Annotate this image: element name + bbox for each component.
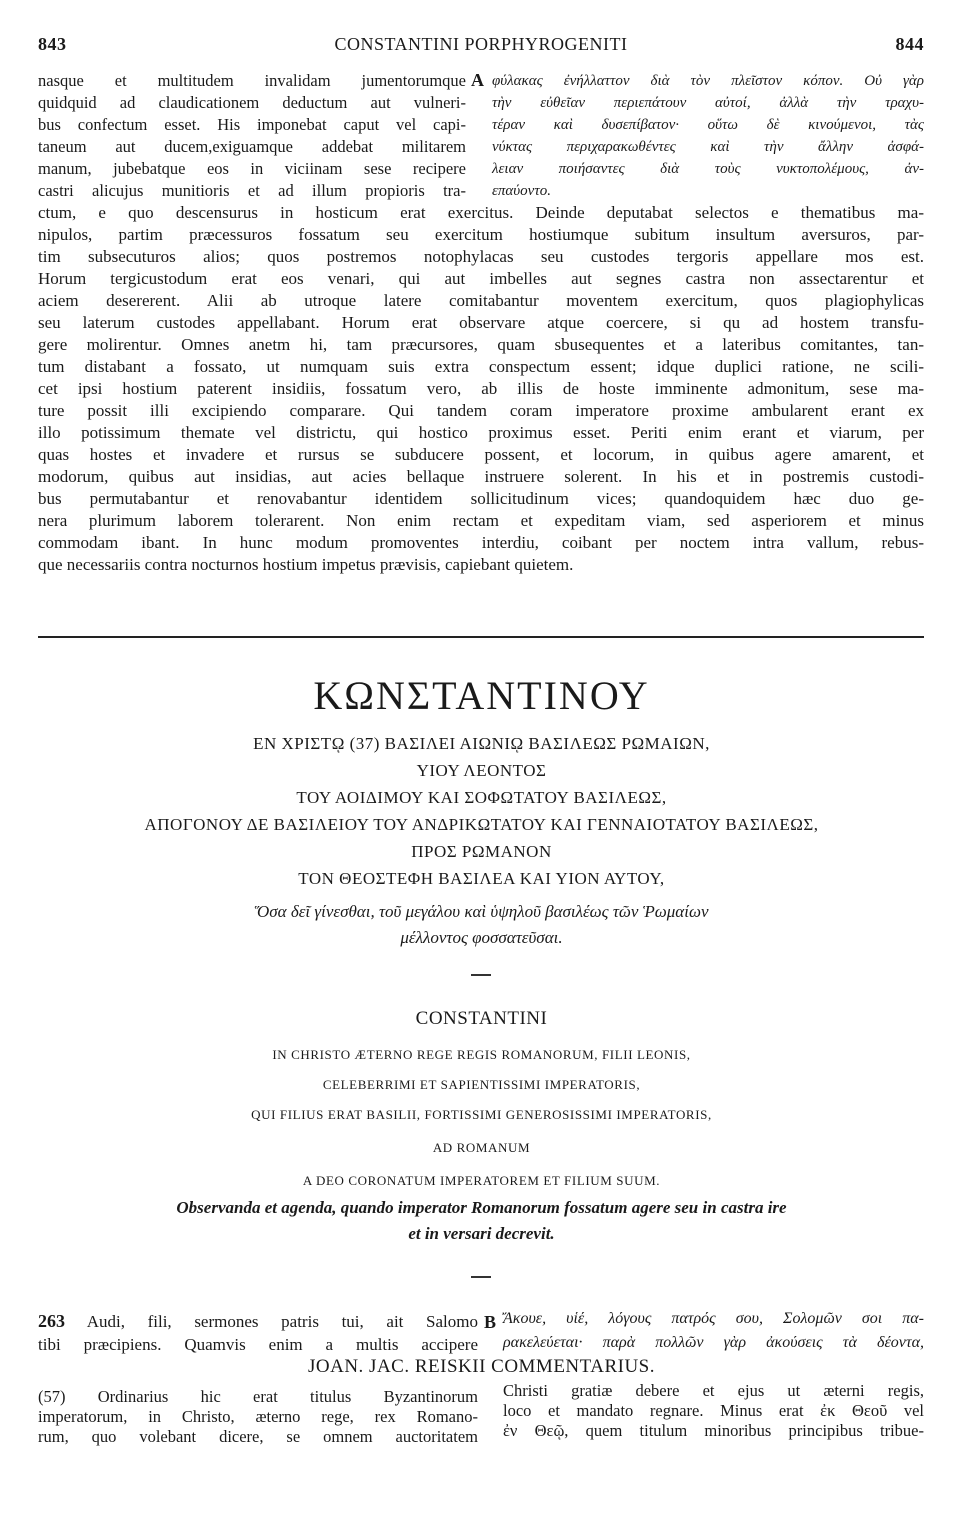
text-line: φύλακας ἐνήλλαττον διὰ τὸν πλεῖστον κόπον. Οὐ γὰρ — [492, 73, 924, 89]
text-line: tibi præcipiens. Quamvis enim a multis accipere — [38, 1335, 478, 1354]
text-line: gere molirentur. Omnes anetm hi, tam præcursores, quam sbusequentes et a lateribus comitantes, tan- — [38, 335, 924, 354]
greek-title: ΚΩΝΣΤΑΝΤΙΝΟΥ — [313, 673, 650, 718]
text-span: Audi, fili, sermones patris tui, ait Salomo — [86, 1312, 478, 1331]
text-line: quidquid ad claudicationem deductum aut vulneri- — [38, 93, 466, 112]
text-line: τὴν εὐθεῖαν περιεπάτουν αὐτοί, ἀλλὰ τὴν τραχυ- — [492, 95, 924, 111]
text-line: τέραν καὶ δυσεπίβατον· οὕτω δὲ κινούμενοι, τὰς — [492, 117, 924, 133]
text-line: modorum, quibus aut insidias, aut acies bellaque instruere solerent. In his et in postremis custodi- — [38, 467, 924, 486]
text-line: λειαν ποιήσαντες διὰ τοὺς νυκτοπολέμους, ἀν- — [492, 161, 924, 177]
short-rule — [471, 1276, 491, 1278]
page-number-left: 843 — [38, 34, 67, 54]
latin-heading-line: IN CHRISTO ÆTERNO REGE REGIS ROMANORUM, FILII LEONIS, — [272, 1047, 691, 1062]
text-line: νύκτας περιχαρακωθέντες καὶ τὴν ἄλλην ἀσφά- — [492, 139, 924, 155]
greek-heading-line: ΥΙΟΥ ΛΕΟΝΤΟΣ — [416, 761, 547, 780]
text-line: bus confectum esset. His imponebat caput vel capi- — [38, 115, 466, 134]
text-line: castri alicujus munitioris et ad illum propioris tra- — [38, 181, 466, 200]
text-line: ture possit illi excipiendo comparare. Qui tandem coram imperatore proxime ambularent erant ex — [38, 401, 924, 420]
text-line: επαύοντο. — [492, 183, 551, 199]
section-divider — [38, 636, 924, 638]
greek-heading-line: ΑΠΟΓΟΝΟΥ ΔΕ ΒΑΣΙΛΕΙΟΥ ΤΟΥ ΑΝΔΡΙΚΩΤΑΤΟΥ ΚΑΙ ΓΕΝΝΑΙΟΤΑΤΟΥ ΒΑΣΙΛΕΩΣ, — [144, 815, 819, 834]
text-line: que necessariis contra nocturnos hostium impetus prævisis, capiebant quietem. — [38, 555, 574, 574]
text-line: cet ipsi hostium paterent insidiis, fossatum vero, ab illis de hoste imminente admonitum, sese ma- — [38, 379, 924, 398]
text-line: rum, quo volebant dicere, se omnem auctoritatem — [38, 1427, 478, 1446]
latin-heading-line: CELEBERRIMI ET SAPIENTISSIMI IMPERATORIS, — [322, 1077, 641, 1092]
latin-title: CONSTANTINI — [415, 1008, 548, 1029]
text-line: bus permutabantur et renovabantur identidem sollicitudinum vices; quandoquidem hæc duo ge- — [38, 489, 924, 508]
text-line: aciem desererent. Alii ab utroque latere comitabantur moventem exercitum, quos plagiophylicas — [38, 291, 924, 310]
greek-heading-line: ΤΟΝ ΘΕΟΣΤΕΦΗ ΒΑΣΙΛΕΑ ΚΑΙ ΥΙΟΝ ΑΥΤΟΥ, — [298, 869, 665, 888]
running-header — [38, 34, 924, 58]
text-line: illo potissimum themate vel districtu, qui hostico proximus esset. Periti enim erant et viarum, per — [38, 423, 924, 442]
latin-subtitle: Observanda et agenda, quando imperator Romanorum fossatum agere seu in castra ire — [176, 1198, 787, 1217]
text-line: ρακελεύεται· παρὰ πολλῶν γὰρ ἀκούσεις τὰ δέοντα, — [503, 1334, 924, 1351]
text-line: tum distabant a fossato, ut numquam suis extra conspectum essent; idque duplici ratione, ne scili- — [38, 357, 924, 376]
margin-marker-b: B — [484, 1312, 497, 1332]
text-line: Ἄκουε, υἱέ, λόγους πατρός σου, Σολομῶν σοι πα- — [503, 1310, 924, 1327]
text-line: (57) Ordinarius hic erat titulus Byzantinorum — [38, 1387, 478, 1406]
text-line: loco et mandato regnare. Minus erat ἐκ Θεοῦ vel — [503, 1401, 924, 1420]
text-line: nasque et multitudem invalidam jumentorumque — [38, 71, 466, 90]
text-line: tim subsecuturos alios; quos postremos notophylacas seu custodes tergoris appellare mos est. — [38, 247, 924, 266]
text-line: quas hostes et invadere et rursus se subducere possent, et locorum, in quibus agere amarent, et — [38, 445, 924, 464]
text-line: taneum aut ducem,exiguamque addebat militarem — [38, 137, 466, 156]
text-line — [38, 1310, 478, 1332]
section-number: 263 — [38, 1311, 65, 1331]
text-line: seu laterum custodes appellabant. Horum erat observare atque coercere, si qu ad hostem transfu- — [38, 313, 924, 332]
text-line: imperatorum, in Christo, æterno rege, rex Romano- — [38, 1407, 478, 1426]
latin-heading-line: QUI FILIUS ERAT BASILII, FORTISSIMI GENEROSISSIMI IMPERATORIS, — [251, 1107, 712, 1122]
latin-heading-line: A DEO CORONATUM IMPERATOREM ET FILIUM SUUM. — [302, 1173, 661, 1188]
text-line: Christi gratiæ debere et ejus ut æterni regis, — [503, 1381, 924, 1400]
margin-marker-a: A — [471, 70, 484, 90]
greek-subtitle: Ὅσα δεῖ γίνεσθαι, τοῦ μεγάλου καὶ ὑψηλοῦ βασιλέως τῶν Ῥωμαίων — [254, 902, 709, 921]
text-line: commodam ibant. In hunc modum promoventes interdiu, coibant per noctem intra vallum, rebus- — [38, 533, 924, 552]
short-rule — [471, 974, 491, 976]
text-line: Horum tergicustodum erat eos venari, qui aut imbelles aut segnes castra non assectarentur et — [38, 269, 924, 288]
text-line: nipulos, partim præcessuros fossatum seu exercitum hostiumque subitum insultum aversuros, par- — [38, 225, 924, 244]
text-line: ctum, e quo descensurus in hosticum erat exercitus. Deinde deputabat selectos e thematibus ma- — [38, 203, 924, 222]
greek-heading-line: ΤΟΥ ΑΟΙΔΙΜΟΥ ΚΑΙ ΣΟΦΩΤΑΤΟΥ ΒΑΣΙΛΕΩΣ, — [296, 788, 667, 807]
latin-heading-line: AD ROMANUM — [432, 1140, 531, 1155]
page-number-right: 844 — [895, 34, 924, 54]
text-line: nera plurimum laborem tolerarent. Non enim rectam et expeditam viam, sed asperiorem et minus — [38, 511, 924, 530]
greek-subtitle: μέλλοντος φοσσατεῦσαι. — [400, 928, 563, 947]
text-line: manum, jubebatque eos in viciinam sese recipere — [38, 159, 466, 178]
greek-heading-line: ΕΝ ΧΡΙΣΤῼ (37) ΒΑΣΙΛΕΙ ΑΙΩΝΙῼ ΒΑΣΙΛΕΩΣ ΡΩΜΑΙΩΝ, — [253, 734, 710, 753]
commentary-title: JOAN. JAC. REISKII COMMENTARIUS. — [308, 1356, 655, 1377]
greek-heading-line: ΠΡΟΣ ΡΩΜΑΝΟΝ — [411, 842, 552, 861]
running-title: CONSTANTINI PORPHYROGENITI — [334, 34, 628, 54]
text-line: ἐν Θεῷ, quem titulum minoribus principibus tribue- — [503, 1421, 924, 1440]
latin-subtitle: et in versari decrevit. — [408, 1224, 555, 1243]
